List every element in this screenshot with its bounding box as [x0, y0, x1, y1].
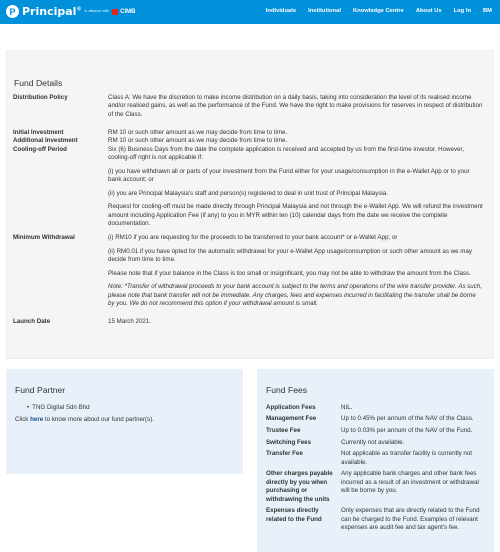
cooling-off-text-1: Six (6) Business Days from the date the complete application is received and accepted by us from the first-time investor. However, cooling-off right is not applicable if: — [108, 145, 464, 162]
minimum-withdrawal-label: Minimum Withdrawal — [13, 233, 75, 241]
fee-value: NIL. — [341, 403, 353, 411]
bottom-panels — [6, 369, 494, 552]
fund-partner-list — [15, 404, 234, 413]
fee-value: Up to 0.45% per annum of the NAV of the Class. — [341, 415, 474, 423]
fee-value: Not applicable as transfer facility is currently not available. — [341, 450, 473, 466]
launch-date-label: Launch Date — [13, 317, 51, 325]
cooling-off-text-3: (ii) you are Principal Malaysia's staff and person(s) registered to deal in unit trust of Principal Malaysia. — [108, 189, 388, 197]
fund-partner-item: • TNG Digital Sdn Bhd — [27, 404, 234, 413]
fund-fees-title: Fund Fees — [266, 385, 308, 395]
launch-date-value: 15 March 2021. — [108, 317, 151, 325]
fund-partner-title: Fund Partner — [15, 385, 66, 395]
top-navigation-bar — [0, 0, 500, 24]
main-nav — [260, 8, 494, 16]
fee-label: Other charges payable directly by you when purchasing or withdrawing the units — [266, 470, 333, 503]
fee-row-other-charges — [266, 470, 485, 504]
nav-about-us[interactable]: About Us — [415, 8, 442, 14]
minimum-withdrawal-text-1: (i) RM10 if you are requesting for the proceeds to be transferred to your bank account* or e-Wallet App; or — [108, 233, 398, 241]
fee-value: Up to 0.03% per annum of the NAV of the Fund. — [341, 426, 473, 434]
initial-investment-value: RM 10 or such other amount as we may decide from time to time. — [108, 128, 288, 136]
principal-logo-text: Principal® — [22, 5, 82, 19]
initial-investment-row — [13, 129, 487, 138]
nav-log-in[interactable]: Log In — [453, 8, 471, 14]
fee-label: Expenses directly related to the Fund — [266, 507, 322, 523]
cooling-off-row — [13, 146, 487, 229]
fee-label: Switching Fees — [266, 438, 312, 446]
fee-label: Application Fees — [266, 403, 316, 411]
distribution-policy-row — [13, 94, 487, 120]
fund-details-section — [6, 50, 494, 359]
cimb-logo-text: CIMB — [120, 8, 136, 15]
fee-row-application — [266, 404, 485, 413]
fee-row-management — [266, 415, 485, 424]
fee-value: Any applicable bank charges and other bank fees incurred as a result of an investment or withdrawal will be borne by you. — [341, 470, 479, 495]
nav-language-bm[interactable]: BM — [482, 8, 492, 14]
fee-row-switching — [266, 439, 485, 448]
cooling-off-text-4: Request for cooling-off must be made directly through Principal Malaysia and not through the e-Wallet App. We will refund the investment amount including Application Fee (if any) to you in MYR within ten (10) calendar days from the date we receive the complete documentation. — [108, 203, 483, 228]
principal-logo[interactable] — [6, 4, 136, 19]
nav-individuals[interactable]: Individuals — [265, 8, 297, 14]
additional-investment-row — [13, 137, 487, 146]
fund-fees-panel — [257, 369, 494, 552]
fund-details-title: Fund Details — [14, 78, 63, 88]
nav-institutional[interactable]: Institutional — [308, 8, 341, 14]
minimum-withdrawal-row — [13, 234, 487, 309]
fee-label: Trustee Fee — [266, 426, 301, 434]
fee-row-transfer — [266, 450, 485, 467]
launch-date-row — [13, 318, 487, 327]
distribution-policy-label: Distribution Policy — [13, 93, 68, 101]
fee-row-expenses — [266, 507, 485, 533]
fee-value: Currently not available. — [341, 438, 405, 446]
minimum-withdrawal-note: Note: *Transfer of withdrawal proceeds to your bank account is subject to the terms and operations of the wire transfer provider. As such, please note that bank transfer will not be immediate. Any charges, fees and expenses incurred in facilitating the transfer shall be borne by you. We do not recommend this option if your withdrawal amount is small. — [108, 283, 482, 308]
fund-partner-panel — [6, 369, 243, 474]
cooling-off-text-2: (i) you have withdrawn all or parts of your investment from the Fund either for your usage/consumption in the e-Wallet App or to your bank account; or — [108, 167, 470, 184]
fee-value: Only expenses that are directly related to the Fund can be charged to the Fund. Examples of relevant expenses are audit fee and tax agent's fee. — [341, 507, 480, 532]
additional-investment-value: RM 10 or such other amount as we may decide from time to time. — [108, 137, 288, 145]
minimum-withdrawal-text-2: (ii) RM0.01 if you have opted for the automatic withdrawal for your e-Wallet App usage/consumption or such other amount as we may decide from time to time. — [108, 247, 472, 264]
initial-investment-label: Initial Investment — [13, 128, 64, 136]
fee-row-trustee — [266, 427, 485, 436]
additional-investment-label: Additional Investment — [13, 137, 78, 145]
fee-label: Transfer Fee — [266, 450, 303, 458]
nav-knowledge-centre[interactable]: Knowledge Centre — [352, 8, 404, 14]
cimb-logo-icon — [112, 9, 118, 15]
cooling-off-label: Cooling-off Period — [13, 145, 67, 153]
alliance-text: in alliance with — [84, 9, 110, 14]
distribution-policy-value: Class A: We have the discretion to make income distribution on a daily basis, taking into consideration the level of its realised income and/or realised gains, as well as the performance of the Fund. We have the right to make provisions for reserves in respect of distribution of the Class. — [108, 93, 483, 118]
fund-partner-link[interactable]: here — [30, 416, 44, 424]
fund-partner-text: Click here to know more about our fund partner(s). — [15, 416, 154, 424]
principal-logo-icon: P — [6, 5, 19, 18]
fee-label: Management Fee — [266, 415, 317, 423]
minimum-withdrawal-text-3: Please note that if your balance in the Class is too small or insignificant, you may not be able to withdraw the amount from the Class. — [108, 269, 471, 277]
